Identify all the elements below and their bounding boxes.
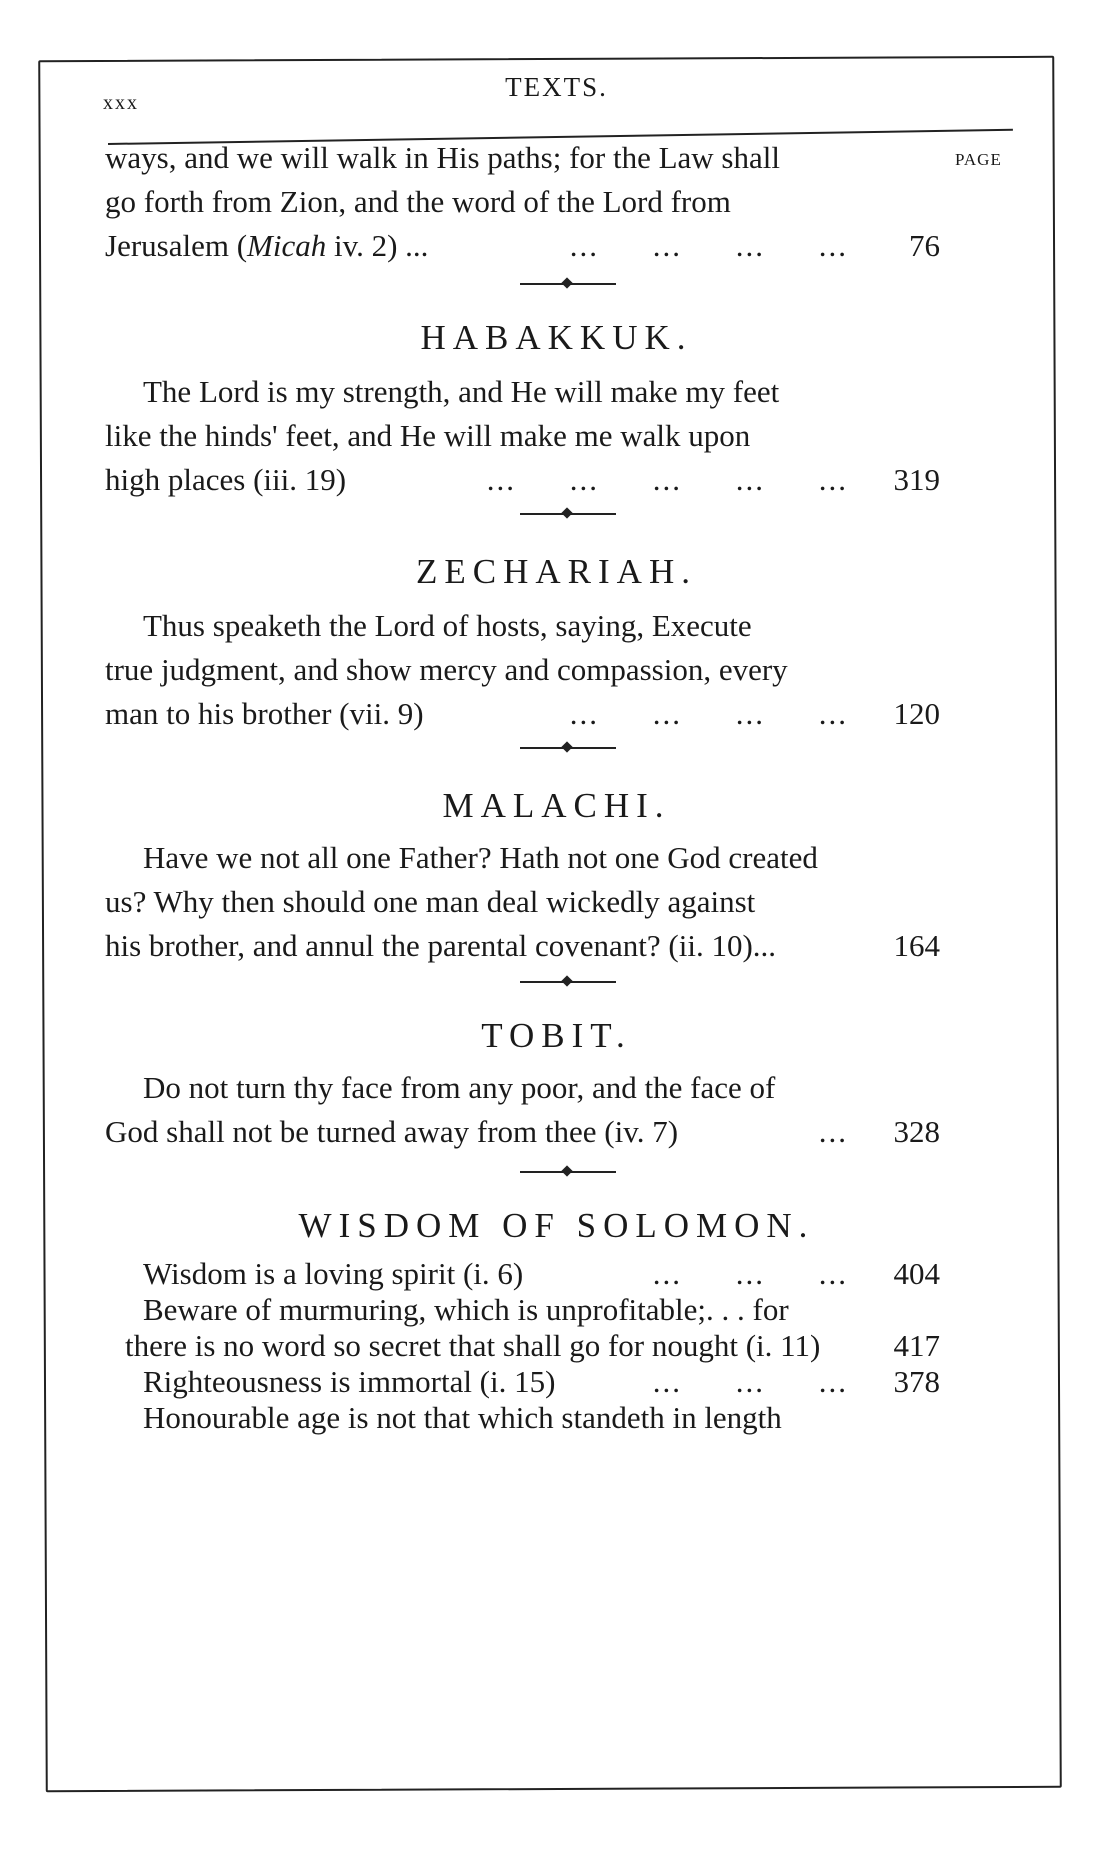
text-line <box>105 1364 940 1400</box>
text-line-content: true judgment, and show mercy and compassion, every <box>105 652 788 687</box>
section-heading-wisdom-of-solomon: WISDOM OF SOLOMON. <box>298 1206 815 1245</box>
page-reference <box>878 1292 940 1328</box>
text-line <box>105 224 940 268</box>
page-reference: 404 <box>893 1256 940 1291</box>
text-line-content: Beware of murmuring, which is unprofitable;. . . for <box>143 1292 789 1327</box>
leader-dots: ... ... ... <box>652 1364 848 1399</box>
text-line-content: Righteousness is immortal (i. 15) <box>143 1364 556 1399</box>
running-title: TEXTS. <box>505 72 608 102</box>
text-line <box>105 1400 940 1436</box>
section-divider-ornament <box>520 508 616 520</box>
section-divider-ornament <box>520 1166 616 1178</box>
text-line-content: like the hinds' feet, and He will make me walk upon <box>105 418 751 453</box>
text-line <box>105 836 940 880</box>
habakkuk-text-block <box>105 370 940 502</box>
text-line-content: Thus speaketh the Lord of hosts, saying, Execute <box>143 608 752 643</box>
page-column-label: PAGE <box>955 150 1002 169</box>
page-reference: 417 <box>893 1328 940 1363</box>
text-line <box>105 692 940 736</box>
leader-dots: ... ... ... ... ... <box>486 462 848 497</box>
text-line-content: Have we not all one Father? Hath not one God created <box>143 840 818 875</box>
text-line-content <box>105 224 428 268</box>
text-line-content: his brother, and annul the parental covenant? (ii. 10)... <box>105 928 777 963</box>
citation-book-italic: Micah <box>247 228 327 263</box>
section-heading-zechariah: ZECHARIAH. <box>416 552 697 591</box>
section-divider-ornament <box>520 742 616 754</box>
text-line <box>105 1292 940 1328</box>
section-divider-ornament <box>520 976 616 988</box>
text-line <box>105 1066 940 1110</box>
leader-dots: ... ... ... ... <box>569 696 848 731</box>
text-line <box>105 604 940 648</box>
leader-dots: ... ... ... <box>652 1256 848 1291</box>
tobit-text-block <box>105 1066 940 1154</box>
text-line-content: Honourable age is not that which standeth in length <box>143 1400 782 1435</box>
text-line-content: ways, and we will walk in His paths; for the Law shall <box>105 140 780 175</box>
text-line-content: us? Why then should one man deal wickedly against <box>105 884 756 919</box>
section-divider-ornament <box>520 278 616 290</box>
text-line-content: there is no word so secret that shall go for nought (i. 11) <box>125 1328 821 1363</box>
micah-text-block <box>105 136 940 268</box>
text-line <box>105 180 940 224</box>
text-line <box>105 880 940 924</box>
page-folio-number: xxx <box>103 92 139 114</box>
text-line <box>105 1110 940 1154</box>
text-line <box>105 370 940 414</box>
text-line <box>105 414 940 458</box>
page-reference: 164 <box>893 928 940 963</box>
text-line-content: Do not turn thy face from any poor, and the face of <box>143 1070 776 1105</box>
wisdom-text-block <box>105 1256 940 1436</box>
page-reference: 328 <box>893 1114 940 1149</box>
text-line-content: God shall not be turned away from thee (iv. 7) <box>105 1114 679 1149</box>
text-line-content: Wisdom is a loving spirit (i. 6) <box>143 1256 524 1291</box>
text-line-content: The Lord is my strength, and He will make my feet <box>143 374 780 409</box>
text-line <box>105 1256 940 1292</box>
zechariah-text-block <box>105 604 940 736</box>
section-heading-tobit: TOBIT. <box>481 1016 632 1055</box>
text-line <box>105 1328 940 1364</box>
citation-suffix: iv. 2) ... <box>326 228 429 263</box>
page-reference: 378 <box>893 1364 940 1399</box>
page-reference: 319 <box>893 462 940 497</box>
section-heading-habakkuk: HABAKKUK. <box>420 318 693 357</box>
citation-prefix: Jerusalem ( <box>105 228 248 263</box>
leader-dots: ... <box>818 1114 848 1149</box>
malachi-text-block <box>105 836 940 968</box>
leader-dots: ... ... ... ... <box>569 228 848 263</box>
text-line-content: high places (iii. 19) <box>105 462 347 497</box>
text-line <box>105 136 940 180</box>
text-line-content: go forth from Zion, and the word of the Lord from <box>105 184 731 219</box>
text-line <box>105 648 940 692</box>
page-reference <box>878 1400 940 1436</box>
page-reference: 76 <box>909 228 940 263</box>
section-heading-malachi: MALACHI. <box>442 786 671 825</box>
text-line-content: man to his brother (vii. 9) <box>105 696 424 731</box>
text-line <box>105 924 940 968</box>
page-reference: 120 <box>893 696 940 731</box>
text-line <box>105 458 940 502</box>
